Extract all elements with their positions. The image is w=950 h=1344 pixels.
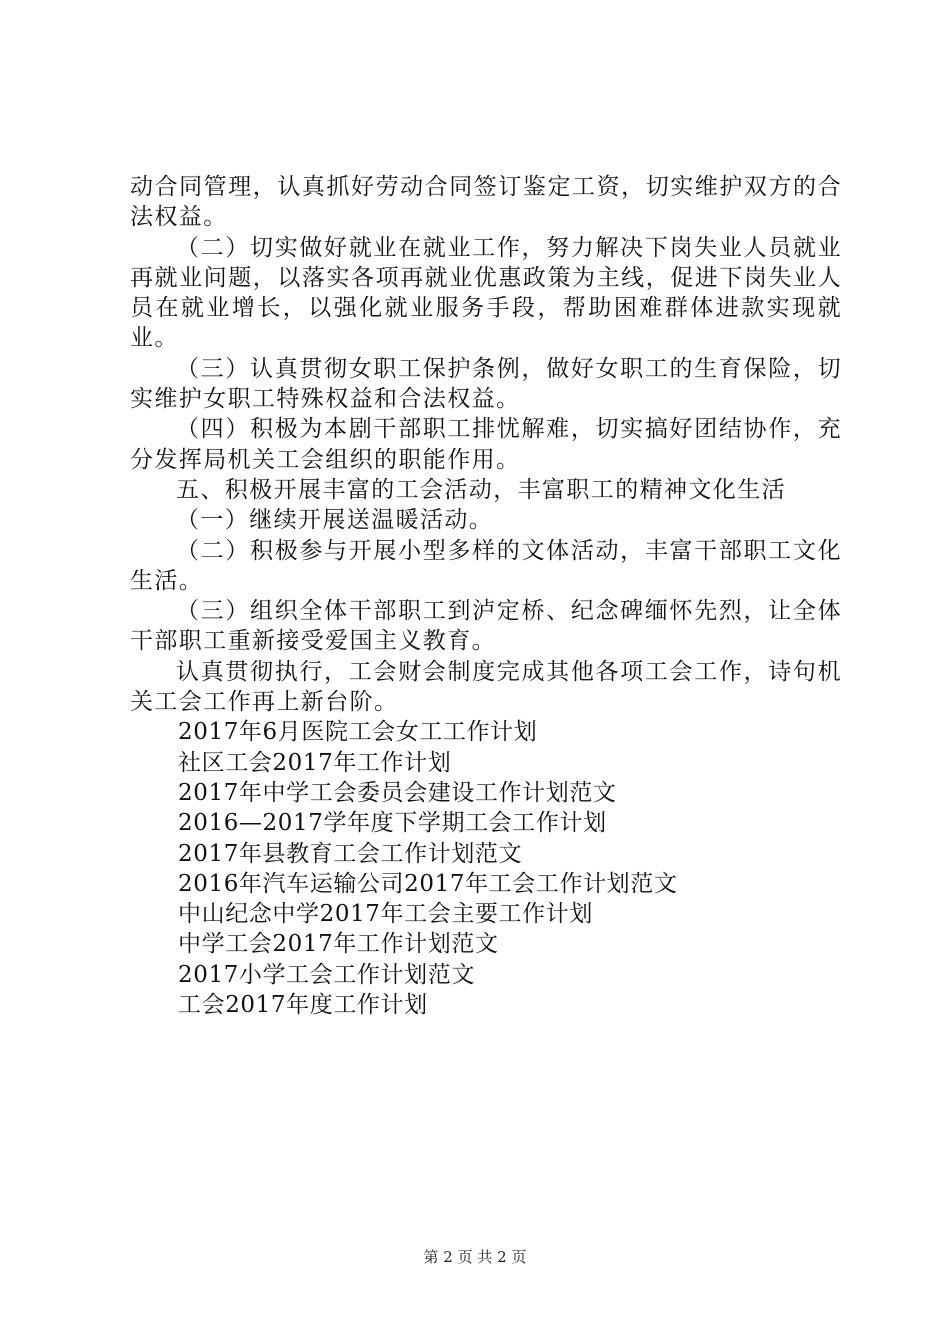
related-link[interactable]: 2017年中学工会委员会建设工作计划范文: [178, 779, 617, 806]
related-link[interactable]: 2016—2017学年度下学期工会工作计划: [178, 810, 607, 837]
related-link[interactable]: 中学工会2017年工作计划范文: [178, 931, 499, 958]
related-link[interactable]: 工会2017年度工作计划: [178, 992, 428, 1019]
paragraph-item-4: （四）积极为本剧干部职工排忧解难，切实搞好团结协作，充分发挥局机关工会组织的职能作用。: [130, 416, 842, 473]
paragraph-item-2: （二）切实做好就业在就业工作，努力解决下岗失业人员就业再就业问题，以落实各项再就业优惠政策为主线，促进下岗失业人员在就业增长，以强化就业服务手段，帮助困难群体进款实现就业。: [130, 234, 842, 352]
paragraph-sub-1: （一）继续开展送温暖活动。: [176, 507, 494, 534]
page-footer: 第 2 页 共 2 页: [423, 1248, 527, 1266]
paragraph-item-3: （三）认真贯彻女职工保护条例，做好女职工的生育保险，切实维护女职工特殊权益和合法权益。: [130, 355, 842, 413]
related-link[interactable]: 2017年县教育工会工作计划范文: [178, 840, 523, 867]
related-link[interactable]: 2017小学工会工作计划范文: [178, 961, 475, 988]
related-link[interactable]: 2017年6月医院工会女工工作计划: [178, 719, 538, 746]
paragraph-continuation: 动合同管理，认真抓好劳动合同签订鉴定工资，切实维护双方的合法权益。: [130, 174, 842, 231]
paragraph-sub-3: （三）组织全体干部职工到泸定桥、纪念碑缅怀先烈，让全体干部职工重新接受爱国主义教育。: [130, 598, 842, 655]
paragraph-closing: 认真贯彻执行，工会财会制度完成其他各项工会工作，诗句机关工会工作再上新台阶。: [130, 658, 842, 716]
document-body: [130, 172, 842, 1020]
section-heading-5: 五、积极开展丰富的工会活动，丰富职工的精神文化生活: [176, 476, 786, 503]
related-link[interactable]: 社区工会2017年工作计划: [178, 749, 452, 776]
related-link[interactable]: 2016年汽车运输公司2017年工会工作计划范文: [178, 870, 678, 897]
paragraph-sub-2: （二）积极参与开展小型多样的文体活动，丰富干部职工文化生活。: [130, 537, 842, 594]
related-link[interactable]: 中山纪念中学2017年工会主要工作计划: [178, 901, 593, 928]
